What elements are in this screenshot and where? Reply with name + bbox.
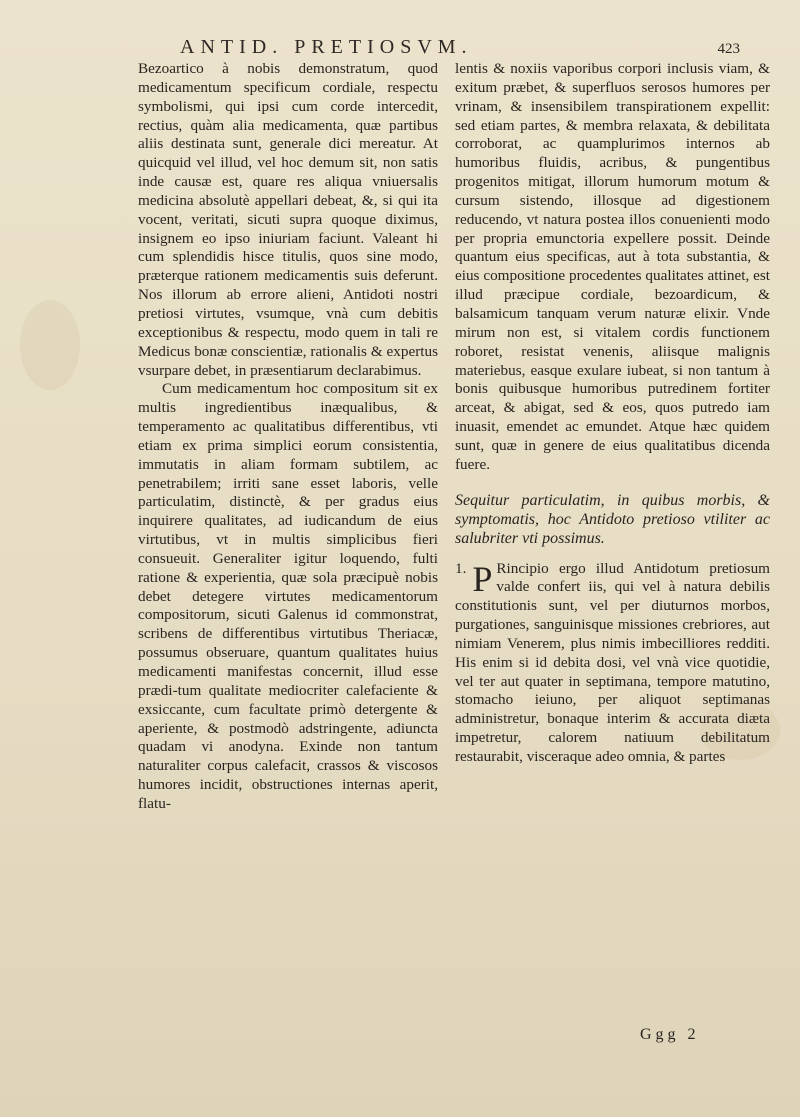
page-header (180, 36, 740, 59)
drop-cap: P (472, 558, 493, 599)
right-column (455, 60, 770, 767)
running-head: ANTID. PRETIOSVM. (180, 36, 473, 58)
paper-stain (20, 300, 80, 390)
catchword: Ggg 2 (640, 1026, 700, 1043)
paragraph: Bezoartico à nobis demonstratum, quod medicamentum specificum cordiale, respectu symbolismi, qui ipsi cum corde intercedit, rectius, quàm alia medicamenta, quæ partibus aliis destinata sunt, generale dici mereatur. At quicquid vel illud, vel hoc demum sit, non satis inde causæ est, quare res aliqua vniuersalis medicina absolutè appellari debeat, &, si qui ita vocent, veritati, sicuti supra quoque diximus, insignem eo ipso iniuriam faciunt. Valeant hi cum splendidis hisce titulis, quos sine modo, præterque rationem medicamentis suis deferunt. Nos illorum ab errore alieni, Antidoti nostri pretiosi virtutes, vsumque, vnà cum debitis exceptionibus & respectu, modo quem in tali re Medicus bonæ conscientiæ, rationalis & expertus vsurpare debet, in præsentiarum declarabimus. (138, 60, 438, 379)
left-column (138, 60, 438, 814)
item-text: Rincipio ergo illud Antidotum pretiosum valde confert iis, qui vel à natura debilis constitutionis sunt, vel per diuturnos morbos, purgationes, sanguinisque missiones crebriores, aut nimiam Venerem, plus nimis imbecilliores redditi. His enim si id debita dosi, vel vnà vice quotidie, vel ter aut quater in septimana, tempore matutino, stomacho ieiuno, per aliquot septimanas administretur, bonaque interim & accurata diæta impetretur, calorem natiuum debilitatum restaurabit, visceraque adeo omnia, & partes (455, 559, 770, 765)
section-rubric: Sequitur particulatim, in quibus morbis, & symptomatis, hoc Antidoto pretioso vtiliter ac salubriter vti possimus. (455, 491, 770, 547)
paragraph: lentis & noxiis vaporibus corpori inclusis viam, & exitum præbet, & superfluos serosos humores per vrinam, & insensibilem transpirationem expellit: sed etiam partes, & membra relaxata, & debilitata corroborat, ac quamplurimos internos ab humoribus fluidis, acribus, & pungentibus progenitos mitigat, illorum humorum motum & cursum sistendo, illosque ad digestionem reducendo, vt natura postea illos conuenienti modo per propria emunctoria expellere possit. Deinde quantum eius specificas, aut à tota substantia, & eius compositione procedentes qualitates attinet, est illud præcipue cordiale, bezoardicum, & balsamicum tanquam verum naturæ elixir. Vnde mirum non est, si vitalem cordis functionem roboret, resistat venenis, aliisque malignis materiebus, easque exulare iubeat, si non tantum à bonis quibusque humoribus putredinem fortiter arceat, & abigat, sed & eos, quos putredo iam inuasit, emendet ac emundet. Atque hæc quidem sunt, quæ in genere de eius qualitatibus dicenda fuere. (455, 60, 770, 473)
page-number: 423 (717, 41, 740, 57)
numbered-item (455, 560, 770, 767)
item-number: 1. (455, 559, 467, 577)
paragraph: Cum medicamentum hoc compositum sit ex multis ingredientibus inæqualibus, & temperamento ac qualitatibus differentibus, vti etiam ex prima simplici eorum consistentia, immutatis in aliam formam subtilem, ac penetrabilem; irriti sane esset laboris, velle particulatim, distinctè, & per gradus eius inquirere qualitates, ad iudicandum de eius virtutibus, vt in multis simplicibus fieri consueuit. Generaliter igitur loquendo, fulti ratione & experientia, quæ sola præcipuè nobis debet detegere virtutes medicamentorum compositorum, sicuti Galenus id commonstrat, scribens de differentibus virtutibus Theriacæ, possumus obseruare, quantum qualitates huius medicamenti manifestas concernit, illud esse prædi-tum qualitate mediocriter calefaciente & exsiccante, cum facultate primò detergente & aperiente, & postmodò adstringente, adiuncta quadam vi anodyna. Exinde non tantum naturaliter corpus calefacit, crassos & viscosos humores incidit, obstructiones internas aperit, flatu- (138, 380, 438, 812)
